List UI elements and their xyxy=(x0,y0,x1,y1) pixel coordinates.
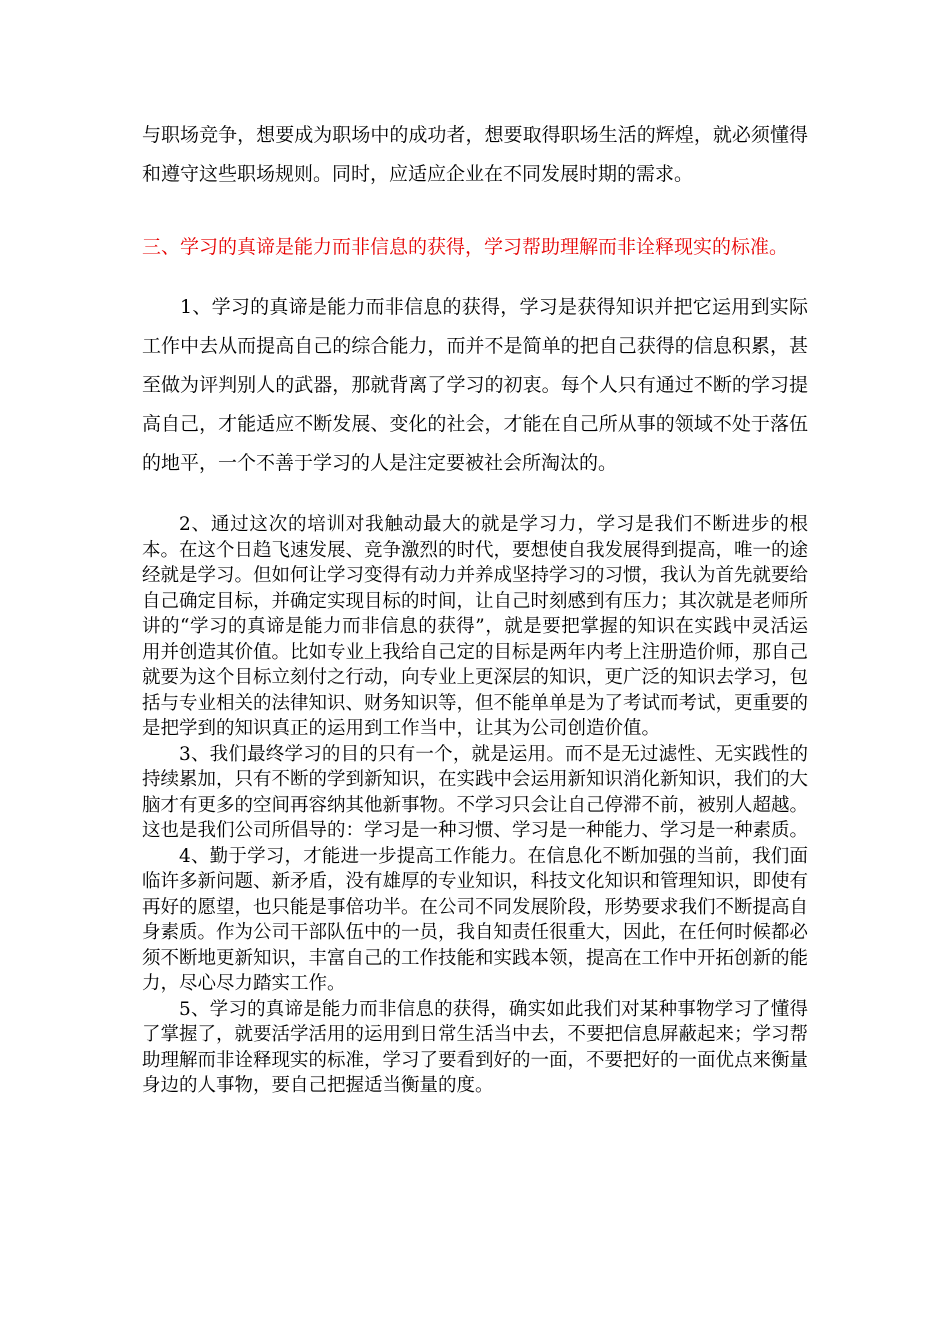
paragraph-1-block xyxy=(142,288,808,483)
paragraph-1: 1、学习的真谛是能力而非信息的获得，学习是获得知识并把它运用到实际工作中去从而提高自己的综合能力，而并不是简单的把自己获得的信息积累，甚至做为评判别人的武器，那就背离了学习的初衷。每个人只有通过不断的学习提高自己，才能适应不断发展、变化的社会，才能在自己所从事的领域不处于落伍的地平，一个不善于学习的人是注定要被社会所淘汰的。 xyxy=(142,296,808,474)
paragraph-4: 4、勤于学习，才能进一步提高工作能力。在信息化不断加强的当前，我们面临许多新问题、新矛盾，没有雄厚的专业知识，科技文化知识和管理知识，即使有再好的愿望，也只能是事倍功半。在公司不同发展阶段，形势要求我们不断提高自身素质。作为公司干部队伍中的一员，我自知责任很重大，因此，在任何时候都必须不断地更新知识，丰富自己的工作技能和实践本领，提高在工作中开拓创新的能力，尽心尽力踏实工作。 xyxy=(142,845,809,994)
paragraph-5: 5、学习的真谛是能力而非信息的获得，确实如此我们对某种事物学习了懂得了掌握了，就要活学活用的运用到日常生活当中去，不要把信息屏蔽起来；学习帮助理解而非诠释现实的标准，学习了要看到好的一面，不要把好的一面优点来衡量身边的人事物，要自己把握适当衡量的度。 xyxy=(142,998,809,1096)
section-heading: 三、学习的真谛是能力而非信息的获得，学习帮助理解而非诠释现实的标准。 xyxy=(142,236,789,258)
paragraph-2: 2、通过这次的培训对我触动最大的就是学习力，学习是我们不断进步的根本。在这个日趋飞速发展、竞争激烈的时代，要想使自我发展得到提高，唯一的途经就是学习。但如何让学习变得有动力并养成坚持学习的习惯，我认为首先就要给自己确定目标，并确定实现目标的时间，让自己时刻感到有压力；其次就是老师所讲的“学习的真谛是能力而非信息的获得”，就是要把掌握的知识在实践中灵活运用并创造其价值。比如专业上我给自己定的目标是两年内考上注册造价师，那自己就要为这个目标立刻付之行动，向专业上更深层的知识，更广泛的知识去学习，包括与专业相关的法律知识、财务知识等，但不能单单是为了考试而考试，更重要的是把学到的知识真正的运用到工作当中，让其为公司创造价值。 xyxy=(142,514,809,739)
section-heading-block xyxy=(142,234,808,261)
paragraph-intro: 与职场竞争，想要成为职场中的成功者，想要取得职场生活的辉煌，就必须懂得和遵守这些职场规则。同时，应适应企业在不同发展时期的需求。 xyxy=(142,124,808,185)
paragraph-3: 3、我们最终学习的目的只有一个，就是运用。而不是无过滤性、无实践性的持续累加，只有不断的学到新知识，在实践中会运用新知识消化新知识，我们的大脑才有更多的空间再容纳其他新事物。不学习只会让自己停滞不前，被别人超越。这也是我们公司所倡导的：学习是一种习惯、学习是一种能力、学习是一种素质。 xyxy=(142,743,809,841)
intro-block xyxy=(142,116,808,194)
dense-block xyxy=(142,512,808,1099)
